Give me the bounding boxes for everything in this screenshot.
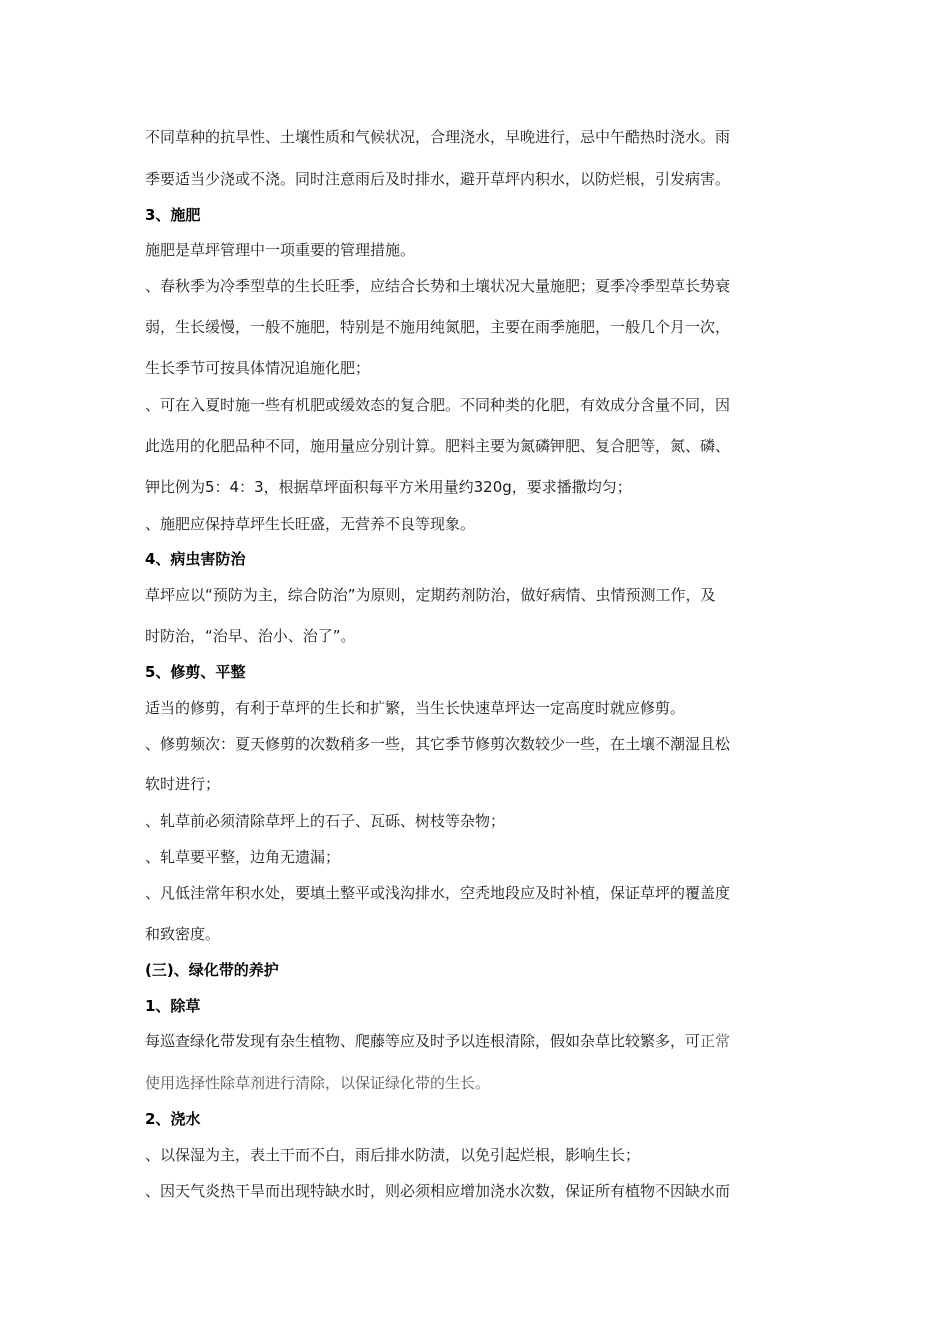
- list-item-line: 、轧草前必须清除草坪上的石子、瓦砾、树枝等杂物；: [145, 812, 506, 830]
- paragraph-line: 软时进行；: [145, 775, 221, 793]
- paragraph-text-grey: 正常: [700, 1032, 731, 1050]
- paragraph-line: 和致密度。: [145, 925, 221, 943]
- section-heading: 2、浇水: [145, 1110, 201, 1128]
- list-item-line: 、修剪频次：夏天修剪的次数稍多一些，其它季节修剪次数较少一些，在土壤不潮湿且松: [145, 735, 731, 753]
- list-item-line: 、轧草要平整，边角无遗漏；: [145, 848, 341, 866]
- paragraph-line: 钾比例为5：4：3，根据草坪面积每平方米用量约320g，要求播撒均匀；: [145, 478, 632, 496]
- list-item-line: 、施肥应保持草坪生长旺盛，无营养不良等现象。: [145, 515, 476, 533]
- paragraph-line: 适当的修剪，有利于草坪的生长和扩繁，当生长快速草坪达一定高度时就应修剪。: [145, 699, 686, 717]
- paragraph-line: [145, 1031, 810, 1051]
- list-item-line: 、因天气炎热干旱而出现特缺水时，则必须相应增加浇水次数，保证所有植物不因缺水而: [145, 1182, 731, 1200]
- paragraph-text: 每巡查绿化带发现有杂生植物、爬藤等应及时予以连根清除，假如杂草比较繁多，可: [145, 1032, 701, 1050]
- section-heading: 1、除草: [145, 997, 201, 1015]
- paragraph-line: 草坪应以“预防为主，综合防治”为原则，定期药剂防治，做好病情、虫情预测工作，及: [145, 586, 716, 604]
- paragraph-line: 季要适当少浇或不浇。同时注意雨后及时排水，避开草坪内积水，以防烂根，引发病害。: [145, 170, 731, 188]
- paragraph-line: 此选用的化肥品种不同，施用量应分别计算。肥料主要为氮磷钾肥、复合肥等，氮、磷、: [145, 437, 731, 455]
- paragraph-line: 弱，生长缓慢，一般不施肥，特别是不施用纯氮肥，主要在雨季施肥，一般几个月一次，: [145, 318, 731, 336]
- paragraph-line: 使用选择性除草剂进行清除，以保证绿化带的生长。: [145, 1074, 491, 1092]
- section-heading: 4、病虫害防治: [145, 550, 246, 568]
- paragraph-line: 时防治，“治早、治小、治了”。: [145, 627, 356, 645]
- list-item-line: 、凡低洼常年积水处，要填土整平或浅沟排水，空秃地段应及时补植，保证草坪的覆盖度: [145, 884, 731, 902]
- paragraph-line: 生长季节可按具体情况追施化肥；: [145, 359, 371, 377]
- section-heading: 5、修剪、平整: [145, 663, 246, 681]
- list-item-line: 、春秋季为冷季型草的生长旺季，应结合长势和土壤状况大量施肥；夏季冷季型草长势衰: [145, 277, 731, 295]
- section-heading: 3、施肥: [145, 206, 201, 224]
- paragraph-line: 不同草种的抗旱性、土壤性质和气候状况，合理浇水，早晚进行，忌中午酷热时浇水。雨: [145, 128, 731, 146]
- paragraph-line: 施肥是草坪管理中一项重要的管理措施。: [145, 241, 416, 259]
- list-item-line: 、可在入夏时施一些有机肥或缓效态的复合肥。不同种类的化肥，有效成分含量不同，因: [145, 396, 731, 414]
- list-item-line: 、以保湿为主，表土干而不白，雨后排水防渍，以免引起烂根，影响生长；: [145, 1146, 641, 1164]
- section-heading: (三)、绿化带的养护: [145, 961, 279, 979]
